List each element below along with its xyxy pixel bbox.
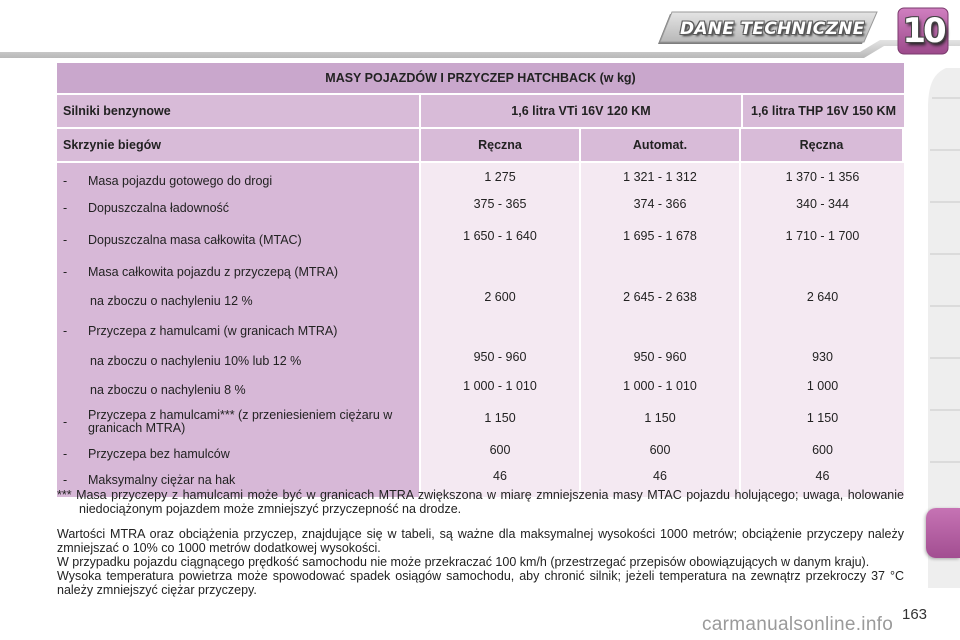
table-cell: 1 000: [806, 379, 839, 393]
notes: [57, 488, 904, 597]
chapter-number: 10: [902, 11, 944, 51]
table-cell: 1 370 - 1 356: [785, 169, 860, 184]
table-cell: [581, 255, 739, 281]
value-column-3: [741, 163, 904, 497]
row-label: [57, 259, 419, 285]
label-column: [57, 163, 419, 497]
table-cell: 1 150: [806, 411, 839, 425]
note-paragraph: Wartości MTRA oraz obciążenia przyczep, znajdujące się w tabeli, są ważne dla maksymalnej wysokości 1000 metrów; obciążenie przyczepy należy zmniejszać o 10% co 1000 metrów dodatkowej wysokości.: [57, 527, 904, 555]
row-label-text: Przyczepa z hamulcami (w granicach MTRA): [88, 324, 338, 338]
row-dash: -: [63, 473, 68, 487]
row-label-text: na zboczu o nachyleniu 12 %: [90, 294, 253, 308]
table-cell: [581, 313, 739, 341]
row-label: [57, 167, 419, 194]
table-body: [57, 163, 904, 497]
table-cell: 1 650 - 1 640: [463, 229, 537, 243]
table-cell: [741, 313, 904, 341]
row-label: [57, 345, 419, 377]
row-label: [57, 441, 419, 467]
table-cell: 600: [649, 443, 671, 457]
notes-paragraphs: [57, 527, 904, 597]
row-label: [57, 403, 419, 441]
table-cell: 340 - 344: [796, 196, 849, 211]
row-label: [57, 377, 419, 403]
row-dash: -: [63, 447, 68, 461]
row-label-text: Masa pojazdu gotowego do drogi: [88, 173, 273, 188]
table-cell: [421, 313, 579, 341]
row-dash: -: [63, 265, 68, 279]
gearbox-1: Ręczna: [421, 129, 579, 161]
engine-label: Silniki benzynowe: [57, 95, 419, 127]
row-dash: -: [63, 173, 68, 188]
table-cell: [421, 255, 579, 281]
row-label-text: na zboczu o nachyleniu 8 %: [90, 383, 246, 397]
note-paragraph: W przypadku pojazdu ciągnącego prędkość samochodu nie może przekraczać 100 km/h (przestrzegać przepisów obowiązujących w danym kraju).: [57, 555, 870, 569]
gearbox-header-row: [57, 129, 904, 161]
value-column-1: [421, 163, 579, 497]
table-cell: 2 645 - 2 638: [623, 290, 697, 304]
row-label-text: Dopuszczalna masa całkowita (MTAC): [88, 233, 302, 247]
table-cell: 2 600: [484, 290, 516, 304]
row-dash: -: [63, 324, 68, 338]
table-cell: 930: [812, 350, 833, 364]
table-cell: 374 - 366: [633, 196, 687, 211]
row-label: [57, 317, 419, 345]
row-label: [57, 221, 419, 259]
table-cell: [741, 255, 904, 281]
footnote: *** Masa przyczepy z hamulcami może być w granicach MTRA zwiększona w miarę zmniejszenia masy MTAC pojazdu holującego; uwaga, holowanie niedociążonym pojazdem może zmniejszyć przyczepność na drodze.: [57, 488, 904, 516]
table-cell: 1 000 - 1 010: [463, 379, 537, 393]
row-label: [57, 285, 419, 317]
table-cell: 1 321 - 1 312: [623, 169, 697, 184]
gearbox-3: Ręczna: [741, 129, 902, 161]
row-label-text: na zboczu o nachyleniu 10% lub 12 %: [90, 354, 302, 368]
engine-header-row: [57, 95, 904, 127]
gearbox-label: Skrzynie biegów: [57, 129, 419, 161]
chapter-tab-active[interactable]: [926, 508, 960, 558]
watermark: carmanualsonline.info: [702, 614, 894, 635]
row-dash: -: [63, 233, 68, 247]
table-cell: 1 150: [484, 411, 516, 425]
table-cell: 375 - 365: [473, 196, 527, 211]
masses-table: [57, 63, 904, 497]
table-cell: 2 640: [806, 290, 839, 304]
page-number: 163: [902, 606, 928, 623]
table-cell: 600: [812, 443, 833, 457]
table-cell: 950 - 960: [473, 350, 527, 364]
table-cell: 46: [493, 469, 507, 483]
row-label-text: Maksymalny ciężar na hak: [88, 473, 236, 487]
row-label-text: Masa całkowita pojazdu z przyczepą (MTRA): [88, 265, 339, 279]
table-title: MASY POJAZDÓW I PRZYCZEP HATCHBACK (w kg): [57, 63, 904, 93]
table-cell: 600: [489, 443, 511, 457]
engine-a: 1,6 litra VTi 16V 120 KM: [421, 95, 741, 127]
row-label-text: Dopuszczalna ładowność: [88, 200, 230, 215]
table-cell: 950 - 960: [633, 350, 687, 364]
section-title: DANE TECHNICZNE: [680, 19, 865, 39]
table-cell: 46: [653, 469, 667, 483]
row-dash: -: [63, 414, 68, 429]
row-label-text: Przyczepa bez hamulców: [88, 447, 230, 461]
engine-b: 1,6 litra THP 16V 150 KM: [743, 95, 904, 127]
table-cell: 1 150: [644, 411, 676, 425]
table-cell: 1 275: [484, 169, 516, 184]
row-dash: -: [63, 200, 68, 215]
table-cell: 46: [815, 469, 830, 483]
table-cell: 1 000 - 1 010: [623, 379, 697, 393]
row-label: [57, 194, 419, 221]
row-label-text: Przyczepa z hamulcami*** (z przeniesieniem ciężaru w granicach MTRA): [88, 408, 393, 435]
table-cell: 1 710 - 1 700: [785, 229, 860, 243]
note-paragraph: Wysoka temperatura powietrza może spowodować spadek osiągów samochodu, aby chronić silnik; jeżeli temperatura na zewnątrz przekroczy 37 °C należy zmniejszyć ciężar przyczepy.: [57, 569, 904, 597]
value-column-2: [581, 163, 739, 497]
gearbox-2: Automat.: [581, 129, 739, 161]
table-cell: 1 695 - 1 678: [623, 229, 697, 243]
